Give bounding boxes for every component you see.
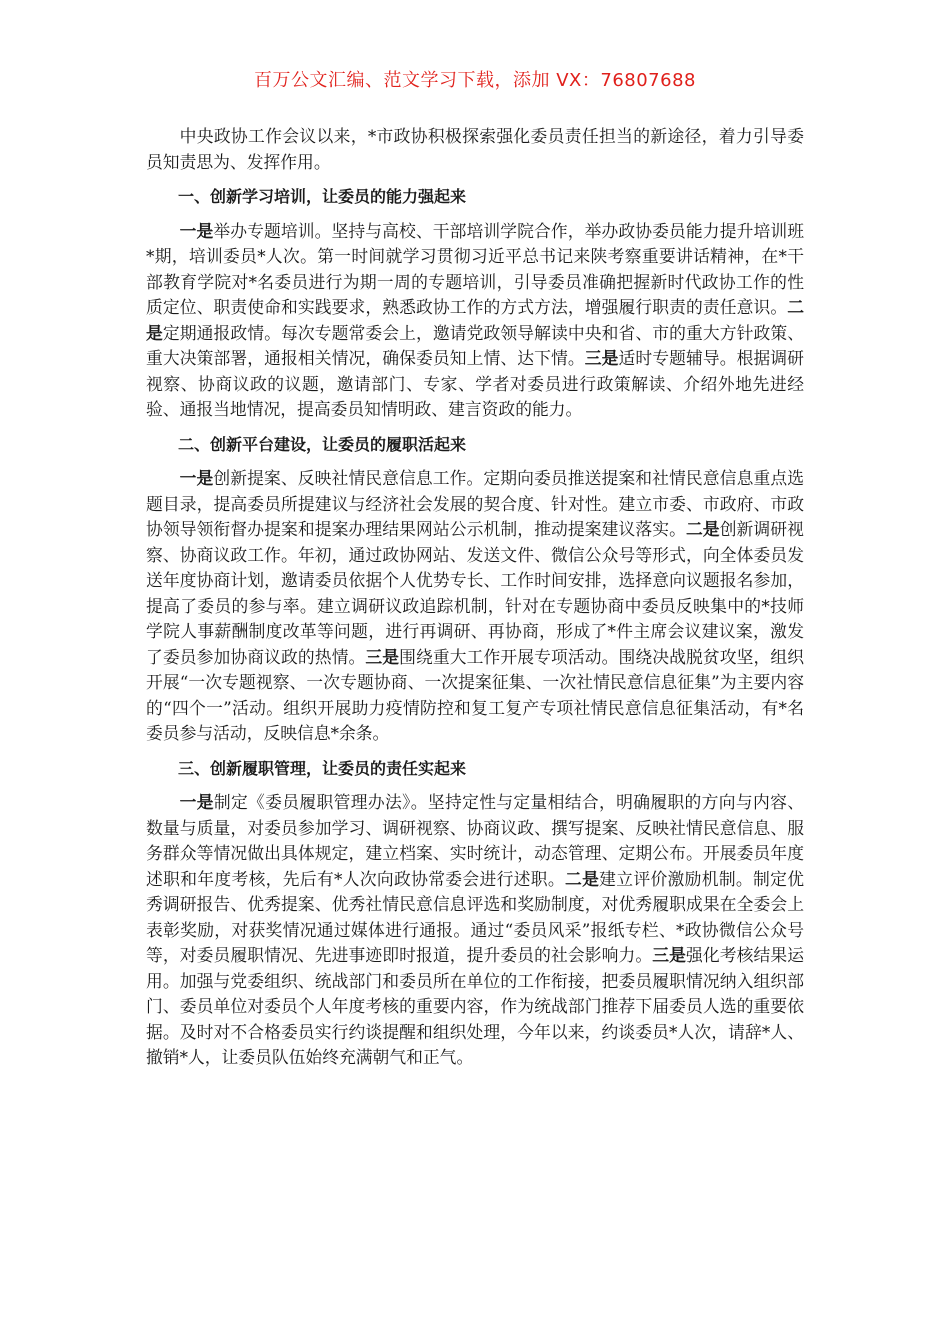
document-body — [146, 124, 804, 1071]
paragraph-text: 举办专题培训。坚持与高校、干部培训学院合作，举办政协委员能力提升培训班*期，培训委员*人次。第一时间就学习贯彻习近平总书记来陕考察重要讲话精神，在*干部教育学院对*名委员进行为期一周的专题培训，引导委员准确把握新时代政协工作的性质定位、职责使命和实践要求，熟悉政协工作的方式方法，增强履行职责的责任意识。 — [146, 220, 804, 317]
lead-label: 一是 — [179, 792, 214, 812]
paragraph-text: 围绕重大工作开展专项活动。围绕决战脱贫攻坚，组织开展“一次专题视察、一次专题协商、一次提案征集、一次社情民意信息征集”为主要内容的“四个一”活动。组织开展助力疫情防控和复工复产专项社情民意信息征集活动，有*名委员参与活动，反映信息*余条。 — [146, 646, 804, 743]
lead-label: 二是 — [564, 868, 600, 889]
lead-label: 三是 — [652, 945, 686, 965]
paragraph-text: 强化考核结果运用。加强与党委组织、统战部门和委员所在单位的工作衔接，把委员履职情况纳入组织部门、委员单位对委员个人年度考核的重要内容，作为统战部门推荐下届委员人选的重要依据。及时对不合格委员实行约谈提醒和组织处理，今年以来，约谈委员*人次，请辞*人、撤销*人，让委员队伍始终充满朝气和正气。 — [146, 945, 804, 1067]
paragraph-text: 适时专题辅导。根据调研视察、协商议政的议题，邀请部门、专家、学者对委员进行政策解读、介绍外地先进经验、通报当地情况，提高委员知情明政、建言资政的能力。 — [146, 348, 804, 419]
lead-label: 二是 — [146, 297, 804, 343]
section-heading: 一、创新学习培训，让委员的能力强起来 — [178, 187, 467, 206]
lead-label: 三是 — [584, 348, 619, 368]
section-heading: 三、创新履职管理，让委员的责任实起来 — [178, 758, 467, 778]
section-paragraph — [146, 466, 804, 747]
paragraph-text: 制定《委员履职管理办法》。坚持定性与定量相结合，明确履职的方向与内容、数量与质量，对委员参加学习、调研视察、协商议政、撰写提案、反映社情民意信息、服务群众等情况做出具体规定，建立档案、实时统计，动态管理、定期公布。开展委员年度述职和年度考核，先后有*人次向政协常委会进行述职。 — [146, 792, 804, 889]
paragraph-text: 建立评价激励机制。制定优秀调研报告、优秀提案、优秀社情民意信息评选和奖励制度，对优秀履职成果在全委会上表彰奖励，对获奖情况通过媒体进行通报。通过“委员风采”报纸专栏、*政协微信公众号等，对委员履职情况、先进事迹即时报道，提升委员的社会影响力。 — [146, 868, 804, 965]
paragraph-text: 定期通报政情。每次专题常委会上，邀请党政领导解读中央和省、市的重大方针政策、重大决策部署，通报相关情况，确保委员知上情、达下情。 — [146, 322, 804, 368]
lead-label: 一是 — [179, 468, 214, 488]
paragraph-text: 创新调研视察、协商议政工作。年初，通过政协网站、发送文件、微信公众号等形式，向全体委员发送年度协商计划，邀请委员依据个人优势专长、工作时间安排，选择意向议题报名参加，提高了委员的参与率。建立调研议政追踪机制，针对在专题协商中委员反映集中的*技师学院人事薪酬制度改革等问题，进行再调研、再协商，形成了*件主席会议建议案，激发了委员参加协商议政的热情。 — [146, 519, 804, 667]
lead-label: 二是 — [685, 519, 720, 539]
paragraph-text: 创新提案、反映社情民意信息工作。定期向委员推送提案和社情民意信息重点选题目录，提高委员所提建议与经济社会发展的契合度、针对性。建立市委、市政府、市政协领导领衔督办提案和提案办理结果网站公示机制，推动提案建议落实。 — [146, 468, 804, 539]
lead-label: 三是 — [365, 646, 400, 667]
section-paragraph — [146, 219, 804, 423]
watermark-header: 百万公文汇编、范文学习下载，添加 VX：76807688 — [254, 70, 696, 91]
section-heading: 二、创新平台建设，让委员的履职活起来 — [178, 434, 467, 454]
lead-label: 一是 — [179, 220, 214, 241]
intro-paragraph: 中央政协工作会议以来，*市政协积极探索强化委员责任担当的新途径，着力引导委员知责思为、发挥作用。 — [146, 126, 804, 172]
section-paragraph — [146, 790, 804, 1071]
